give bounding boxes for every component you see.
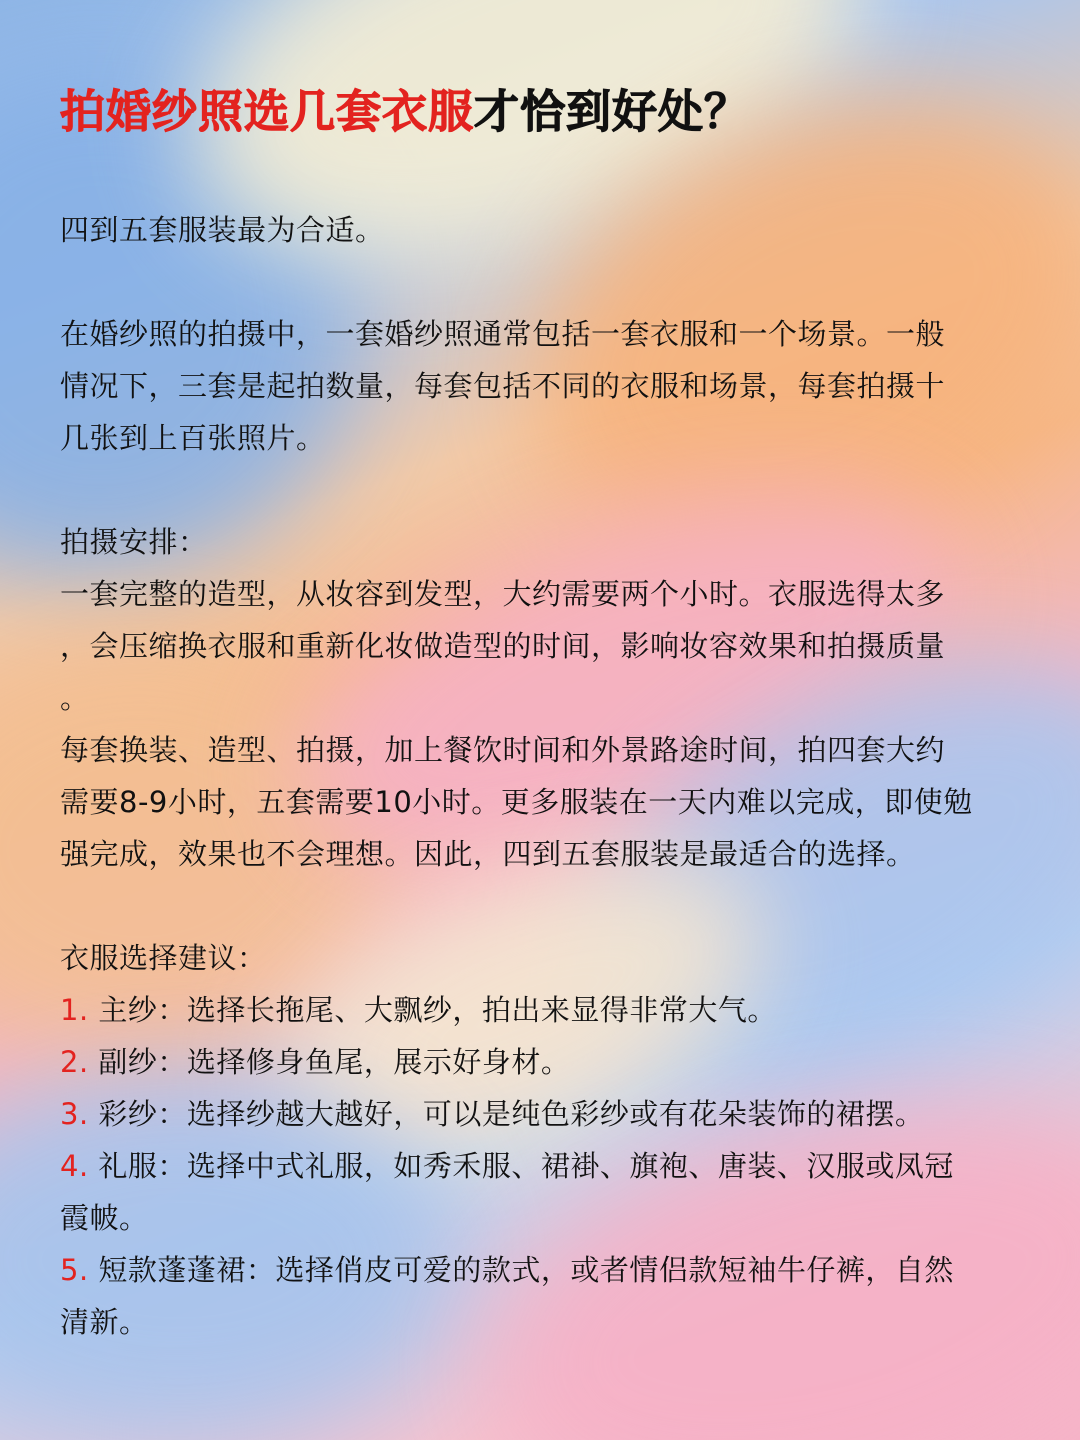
item-number: 1. — [60, 993, 89, 1027]
item-number: 5. — [60, 1253, 89, 1287]
item-text: 短款蓬蓬裙：选择俏皮可爱的款式，或者情侣款短袖牛仔裤，自然 — [88, 1253, 954, 1287]
schedule-line: 强完成，效果也不会理想。因此，四到五套服装是最适合的选择。 — [60, 837, 916, 871]
page-title — [60, 82, 1030, 142]
list-item — [60, 1088, 1030, 1140]
schedule-heading: 拍摄安排： — [60, 525, 208, 559]
item-text: 副纱：选择修身鱼尾，展示好身材。 — [88, 1045, 571, 1079]
paragraph-1 — [60, 308, 1030, 464]
paragraph-line: 情况下，三套是起拍数量，每套包括不同的衣服和场景，每套拍摄十 — [60, 369, 946, 403]
schedule-line: 一套完整的造型，从妆容到发型，大约需要两个小时。衣服选得太多 — [60, 577, 946, 611]
advice-heading: 衣服选择建议： — [60, 941, 267, 975]
title-highlight: 拍婚纱照选几套衣服 — [60, 85, 475, 138]
schedule-line: ，会压缩换衣服和重新化妆做造型的时间，影响妆容效果和拍摄质量 — [60, 629, 946, 663]
paragraph-line: 几张到上百张照片。 — [60, 421, 326, 455]
list-item — [60, 984, 1030, 1036]
item-text: 彩纱：选择纱越大越好，可以是纯色彩纱或有花朵装饰的裙摆。 — [88, 1097, 925, 1131]
list-item — [60, 1244, 1030, 1296]
list-item-continued: 霞帔。 — [60, 1201, 149, 1235]
item-text: 礼服：选择中式礼服，如秀禾服、裙褂、旗袍、唐装、汉服或凤冠 — [88, 1149, 954, 1183]
title-rest: 才恰到好处？ — [474, 85, 751, 138]
advice-section — [60, 932, 1030, 1348]
schedule-section — [60, 516, 1030, 880]
list-item — [60, 1036, 1030, 1088]
intro-text: 四到五套服装最为合适。 — [60, 213, 385, 247]
paragraph-line: 在婚纱照的拍摄中，一套婚纱照通常包括一套衣服和一个场景。一般 — [60, 317, 946, 351]
item-text: 主纱：选择长拖尾、大飘纱，拍出来显得非常大气。 — [88, 993, 777, 1027]
item-number: 3. — [60, 1097, 89, 1131]
article — [60, 82, 1030, 1348]
schedule-line: 每套换装、造型、拍摄，加上餐饮时间和外景路途时间，拍四套大约 — [60, 733, 946, 767]
schedule-line: 需要8-9小时，五套需要10小时。更多服装在一天内难以完成，即使勉 — [60, 785, 973, 819]
list-item-continued: 清新。 — [60, 1305, 149, 1339]
schedule-line: 。 — [60, 681, 90, 715]
list-item — [60, 1140, 1030, 1192]
item-number: 4. — [60, 1149, 89, 1183]
item-number: 2. — [60, 1045, 89, 1079]
